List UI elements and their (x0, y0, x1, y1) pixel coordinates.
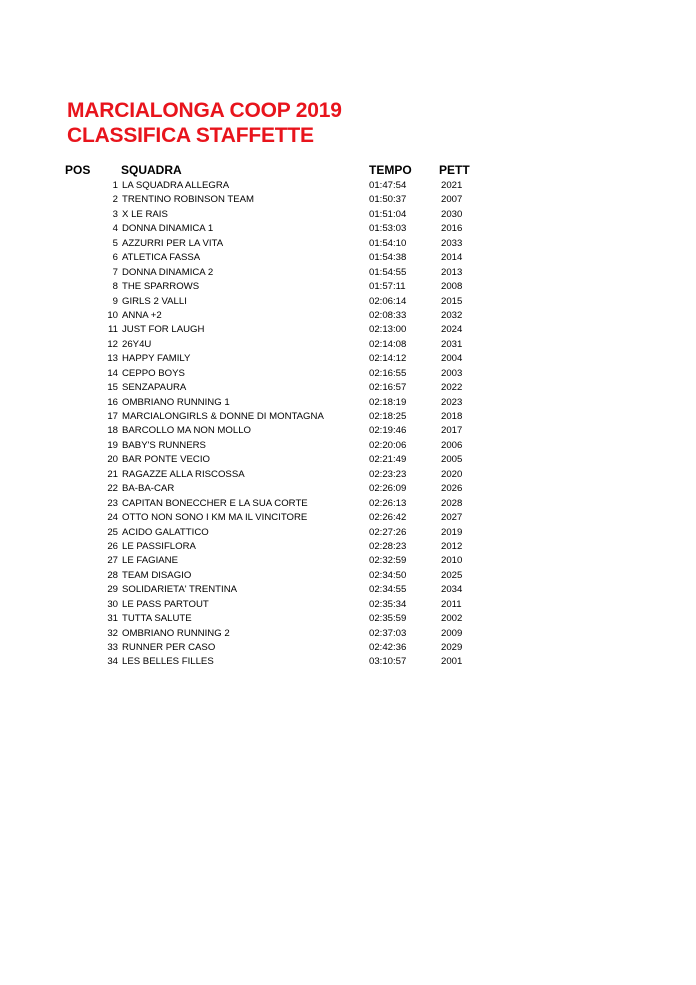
table-row (0, 453, 696, 467)
row-time: 02:34:55 (369, 584, 407, 596)
row-position: 28 (107, 569, 118, 581)
row-position: 34 (107, 656, 118, 668)
table-row (0, 655, 696, 669)
row-team-name: CEPPO BOYS (122, 367, 185, 379)
table-row (0, 323, 696, 337)
row-bib-number: 2006 (441, 439, 463, 451)
results-rows (0, 179, 696, 670)
row-bib-number: 2008 (441, 281, 463, 293)
row-bib-number: 2014 (441, 252, 463, 264)
table-row (0, 569, 696, 583)
row-time: 02:08:33 (369, 309, 407, 321)
table-row (0, 554, 696, 568)
row-position: 8 (112, 281, 118, 293)
row-position: 24 (107, 512, 118, 524)
row-time: 02:18:19 (369, 396, 407, 408)
row-position: 11 (108, 324, 118, 336)
row-team-name: DONNA DINAMICA 1 (122, 223, 214, 235)
row-time: 02:37:03 (369, 627, 407, 639)
row-team-name: LE PASSIFLORA (122, 540, 196, 552)
row-time: 01:47:54 (369, 180, 407, 191)
row-position: 20 (107, 454, 118, 466)
row-team-name: HAPPY FAMILY (122, 353, 191, 365)
row-bib-number: 2025 (441, 569, 463, 581)
row-bib-number: 2001 (441, 656, 463, 668)
row-bib-number: 2016 (441, 223, 463, 235)
row-time: 02:42:36 (369, 642, 407, 653)
document-title: MARCIALONGA COOP 2019 (67, 99, 342, 122)
row-position: 25 (107, 526, 118, 538)
row-bib-number: 2029 (441, 642, 463, 653)
row-position: 30 (107, 598, 118, 610)
table-row (0, 237, 696, 251)
row-bib-number: 2018 (441, 411, 463, 422)
row-position: 17 (107, 411, 118, 422)
row-team-name: ANNA +2 (122, 309, 162, 321)
row-position: 16 (107, 396, 118, 408)
row-team-name: SENZAPAURA (122, 382, 187, 394)
row-team-name: TEAM DISAGIO (122, 569, 192, 581)
table-row (0, 179, 696, 193)
row-time: 02:19:46 (369, 425, 407, 437)
row-position: 29 (107, 584, 118, 596)
table-row (0, 396, 696, 410)
row-team-name: LE FAGIANE (122, 555, 178, 567)
row-time: 01:54:10 (369, 237, 407, 249)
row-team-name: RUNNER PER CASO (122, 642, 216, 653)
table-row (0, 295, 696, 309)
row-team-name: JUST FOR LAUGH (122, 324, 205, 336)
table-row (0, 497, 696, 511)
row-team-name: LA SQUADRA ALLEGRA (122, 180, 230, 191)
row-team-name: BA-BA-CAR (122, 483, 175, 495)
row-bib-number: 2032 (441, 309, 463, 321)
row-team-name: BARCOLLO MA NON MOLLO (122, 425, 252, 437)
row-time: 02:13:00 (369, 324, 407, 336)
row-bib-number: 2004 (441, 353, 463, 365)
row-position: 4 (112, 223, 118, 235)
table-row (0, 222, 696, 236)
row-position: 32 (107, 627, 118, 639)
table-row (0, 641, 696, 655)
row-team-name: BABY'S RUNNERS (122, 439, 206, 451)
row-position: 2 (112, 194, 118, 206)
header-squadra: SQUADRA (121, 163, 182, 177)
table-row (0, 266, 696, 280)
row-time: 02:23:23 (369, 468, 407, 480)
row-time: 02:16:55 (369, 367, 407, 379)
row-time: 02:20:06 (369, 439, 407, 451)
row-position: 18 (107, 425, 118, 437)
row-time: 02:14:12 (369, 353, 407, 365)
table-row (0, 381, 696, 395)
row-bib-number: 2002 (441, 613, 463, 625)
table-row (0, 309, 696, 323)
row-bib-number: 2005 (441, 454, 463, 466)
row-position: 6 (112, 252, 118, 264)
row-position: 31 (107, 613, 118, 625)
table-row (0, 338, 696, 352)
row-bib-number: 2034 (441, 584, 463, 596)
row-time: 02:26:13 (369, 497, 407, 509)
row-time: 02:14:08 (369, 338, 407, 350)
row-bib-number: 2017 (441, 425, 463, 437)
row-team-name: ATLETICA FASSA (122, 252, 201, 264)
row-bib-number: 2010 (441, 555, 463, 567)
row-bib-number: 2015 (441, 295, 463, 307)
row-team-name: BAR PONTE VECIO (122, 454, 210, 466)
table-row (0, 439, 696, 453)
row-time: 02:35:34 (369, 598, 407, 610)
row-team-name: SOLIDARIETA' TRENTINA (122, 584, 238, 596)
row-team-name: TRENTINO ROBINSON TEAM (122, 194, 255, 206)
row-team-name: CAPITAN BONECCHER E LA SUA CORTE (122, 497, 308, 509)
row-position: 12 (107, 338, 118, 350)
row-bib-number: 2027 (441, 512, 463, 524)
table-row (0, 598, 696, 612)
row-team-name: TUTTA SALUTE (122, 613, 192, 625)
row-team-name: OTTO NON SONO I KM MA IL VINCITORE (122, 512, 308, 524)
row-time: 01:57:11 (369, 281, 406, 293)
row-position: 9 (112, 295, 118, 307)
row-team-name: ACIDO GALATTICO (122, 526, 209, 538)
table-row (0, 612, 696, 626)
table-row (0, 511, 696, 525)
row-position: 14 (107, 367, 118, 379)
row-time: 01:54:55 (369, 266, 407, 278)
row-position: 23 (107, 497, 118, 509)
header-tempo: TEMPO (369, 163, 412, 177)
row-bib-number: 2011 (441, 598, 462, 610)
row-time: 02:18:25 (369, 411, 407, 422)
row-time: 02:16:57 (369, 382, 407, 394)
row-time: 01:53:03 (369, 223, 407, 235)
header-pett: PETT (439, 163, 470, 177)
table-row (0, 193, 696, 207)
row-time: 02:21:49 (369, 454, 407, 466)
row-team-name: X LE RAIS (122, 208, 168, 220)
row-position: 21 (107, 468, 118, 480)
row-time: 02:06:14 (369, 295, 407, 307)
row-bib-number: 2031 (441, 338, 463, 350)
table-row (0, 208, 696, 222)
row-bib-number: 2003 (441, 367, 463, 379)
row-bib-number: 2023 (441, 396, 463, 408)
table-row (0, 424, 696, 438)
row-position: 13 (107, 353, 118, 365)
row-position: 3 (112, 208, 118, 220)
row-team-name: LE PASS PARTOUT (122, 598, 209, 610)
table-row (0, 583, 696, 597)
row-position: 10 (107, 309, 118, 321)
row-position: 26 (107, 540, 118, 552)
row-bib-number: 2022 (441, 382, 463, 394)
row-team-name: OMBRIANO RUNNING 2 (122, 627, 230, 639)
row-team-name: 26Y4U (122, 338, 152, 350)
table-row (0, 540, 696, 554)
row-time: 03:10:57 (369, 656, 407, 668)
row-bib-number: 2007 (441, 194, 463, 206)
row-team-name: THE SPARROWS (122, 281, 200, 293)
row-bib-number: 2028 (441, 497, 463, 509)
row-team-name: OMBRIANO RUNNING 1 (122, 396, 230, 408)
row-time: 01:51:04 (369, 208, 407, 220)
row-team-name: LES BELLES FILLES (122, 656, 214, 668)
row-bib-number: 2020 (441, 468, 463, 480)
row-time: 02:27:26 (369, 526, 407, 538)
row-time: 02:34:50 (369, 569, 407, 581)
row-time: 02:26:42 (369, 512, 407, 524)
row-position: 1 (112, 180, 118, 191)
row-position: 5 (112, 237, 118, 249)
document-subtitle: CLASSIFICA STAFFETTE (67, 124, 314, 147)
row-bib-number: 2021 (441, 180, 463, 191)
row-position: 7 (112, 266, 118, 278)
row-position: 33 (107, 642, 118, 653)
row-time: 02:32:59 (369, 555, 407, 567)
row-team-name: DONNA DINAMICA 2 (122, 266, 214, 278)
row-position: 19 (107, 439, 118, 451)
row-team-name: GIRLS 2 VALLI (122, 295, 187, 307)
row-bib-number: 2012 (441, 540, 463, 552)
row-bib-number: 2013 (441, 266, 463, 278)
row-time: 02:26:09 (369, 483, 407, 495)
table-row (0, 482, 696, 496)
row-time: 01:54:38 (369, 252, 407, 264)
row-team-name: MARCIALONGIRLS & DONNE DI MONTAGNA (122, 411, 324, 422)
table-row (0, 280, 696, 294)
row-position: 27 (107, 555, 118, 567)
row-bib-number: 2033 (441, 237, 463, 249)
row-time: 02:35:59 (369, 613, 407, 625)
table-row (0, 367, 696, 381)
row-time: 02:28:23 (369, 540, 407, 552)
table-row (0, 251, 696, 265)
row-position: 15 (107, 382, 118, 394)
row-position: 22 (107, 483, 118, 495)
row-team-name: AZZURRI PER LA VITA (122, 237, 224, 249)
header-pos: POS (65, 163, 91, 177)
table-row (0, 627, 696, 641)
row-bib-number: 2009 (441, 627, 463, 639)
row-bib-number: 2026 (441, 483, 463, 495)
table-row (0, 526, 696, 540)
row-bib-number: 2030 (441, 208, 463, 220)
row-bib-number: 2019 (441, 526, 463, 538)
table-row (0, 410, 696, 424)
row-bib-number: 2024 (441, 324, 463, 336)
table-row (0, 468, 696, 482)
row-team-name: RAGAZZE ALLA RISCOSSA (122, 468, 245, 480)
table-row (0, 352, 696, 366)
row-time: 01:50:37 (369, 194, 407, 206)
